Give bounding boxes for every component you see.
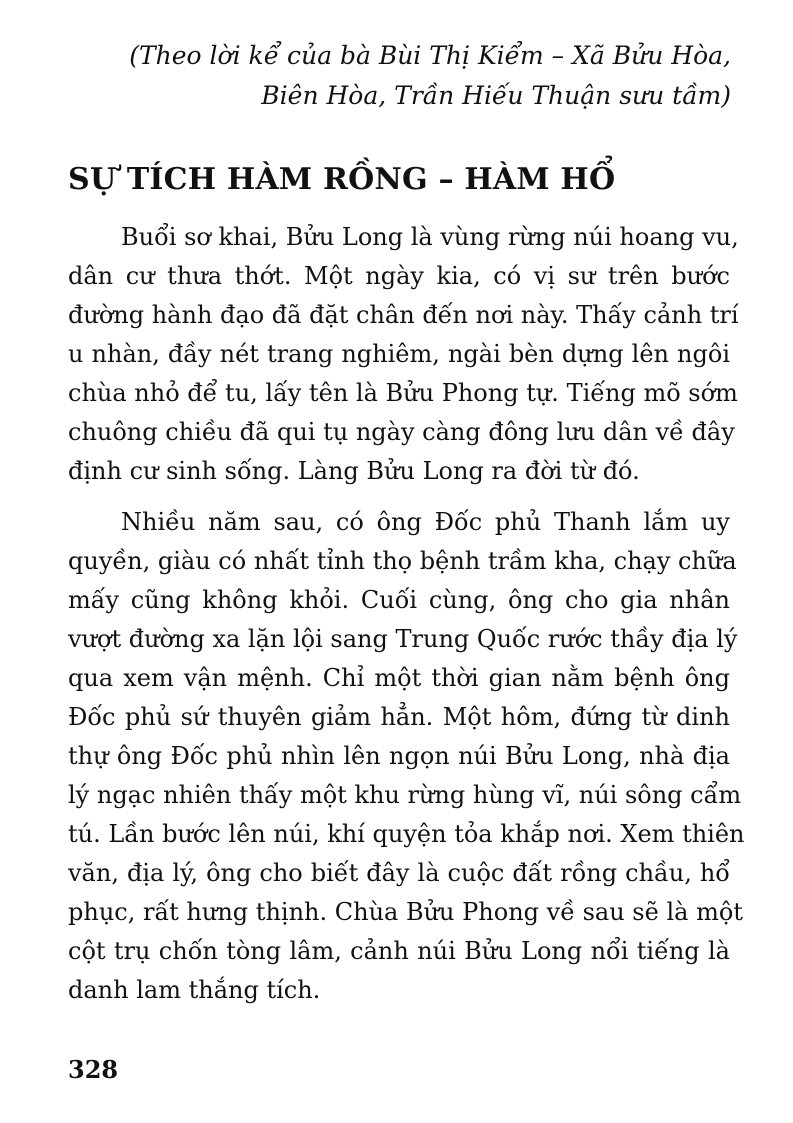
story-body bbox=[68, 218, 745, 1022]
text-line: thự ông Đốc phủ nhìn lên ngọn núi Bửu Long, nhà địa bbox=[68, 742, 730, 770]
text-line: chuông chiều đã qui tụ ngày càng đông lưu dân về đây bbox=[68, 418, 735, 446]
text-line: lý ngạc nhiên thấy một khu rừng hùng vĩ, núi sông cẩm bbox=[68, 781, 742, 809]
attribution-line: Biên Hòa, Trần Hiếu Thuận sưu tầm) bbox=[261, 81, 731, 110]
text-line: cột trụ chốn tòng lâm, cảnh núi Bửu Long nổi tiếng là bbox=[68, 937, 730, 965]
text-line: mấy cũng không khỏi. Cuối cùng, ông cho gia nhân bbox=[68, 586, 730, 614]
text-line: Đốc phủ sứ thuyên giảm hẳn. Một hôm, đứng từ dinh bbox=[68, 703, 730, 731]
paragraph-2 bbox=[68, 503, 745, 1010]
text-line: u nhàn, đầy nét trang nghiêm, ngài bèn dựng lên ngôi bbox=[68, 340, 730, 368]
text-line: đường hành đạo đã đặt chân đến nơi này. Thấy cảnh trí bbox=[68, 301, 739, 329]
attribution-line: (Theo lời kể của bà Bùi Thị Kiểm – Xã Bửu Hòa, bbox=[129, 41, 731, 70]
text-line: tú. Lần bước lên núi, khí quyện tỏa khắp nơi. Xem thiên bbox=[68, 820, 745, 848]
text-line: quyền, giàu có nhất tỉnh thọ bệnh trầm kha, chạy chữa bbox=[68, 547, 737, 575]
text-line: văn, địa lý, ông cho biết đây là cuộc đất rồng chầu, hổ bbox=[68, 859, 730, 887]
story-title: SỰ TÍCH HÀM RỒNG – HÀM HỔ bbox=[68, 162, 616, 197]
text-line: Buổi sơ khai, Bửu Long là vùng rừng núi hoang vu, bbox=[121, 223, 739, 251]
text-line: định cư sinh sống. Làng Bửu Long ra đời từ đó. bbox=[68, 457, 640, 485]
page-number: 328 bbox=[68, 1055, 119, 1084]
text-line: chùa nhỏ để tu, lấy tên là Bửu Phong tự. Tiếng mõ sớm bbox=[68, 379, 738, 407]
text-line: danh lam thắng tích. bbox=[68, 976, 321, 1004]
text-line: phục, rất hưng thịnh. Chùa Bửu Phong về sau sẽ là một bbox=[68, 898, 743, 926]
text-line: qua xem vận mệnh. Chỉ một thời gian nằm bệnh ông bbox=[68, 664, 730, 692]
source-attribution bbox=[91, 36, 731, 116]
text-line: dân cư thưa thớt. Một ngày kia, có vị sư trên bước bbox=[68, 262, 730, 290]
text-line: Nhiều năm sau, có ông Đốc phủ Thanh lắm uy bbox=[121, 508, 730, 536]
paragraph-1 bbox=[68, 218, 739, 491]
text-line: vượt đường xa lặn lội sang Trung Quốc rước thầy địa lý bbox=[68, 625, 738, 653]
